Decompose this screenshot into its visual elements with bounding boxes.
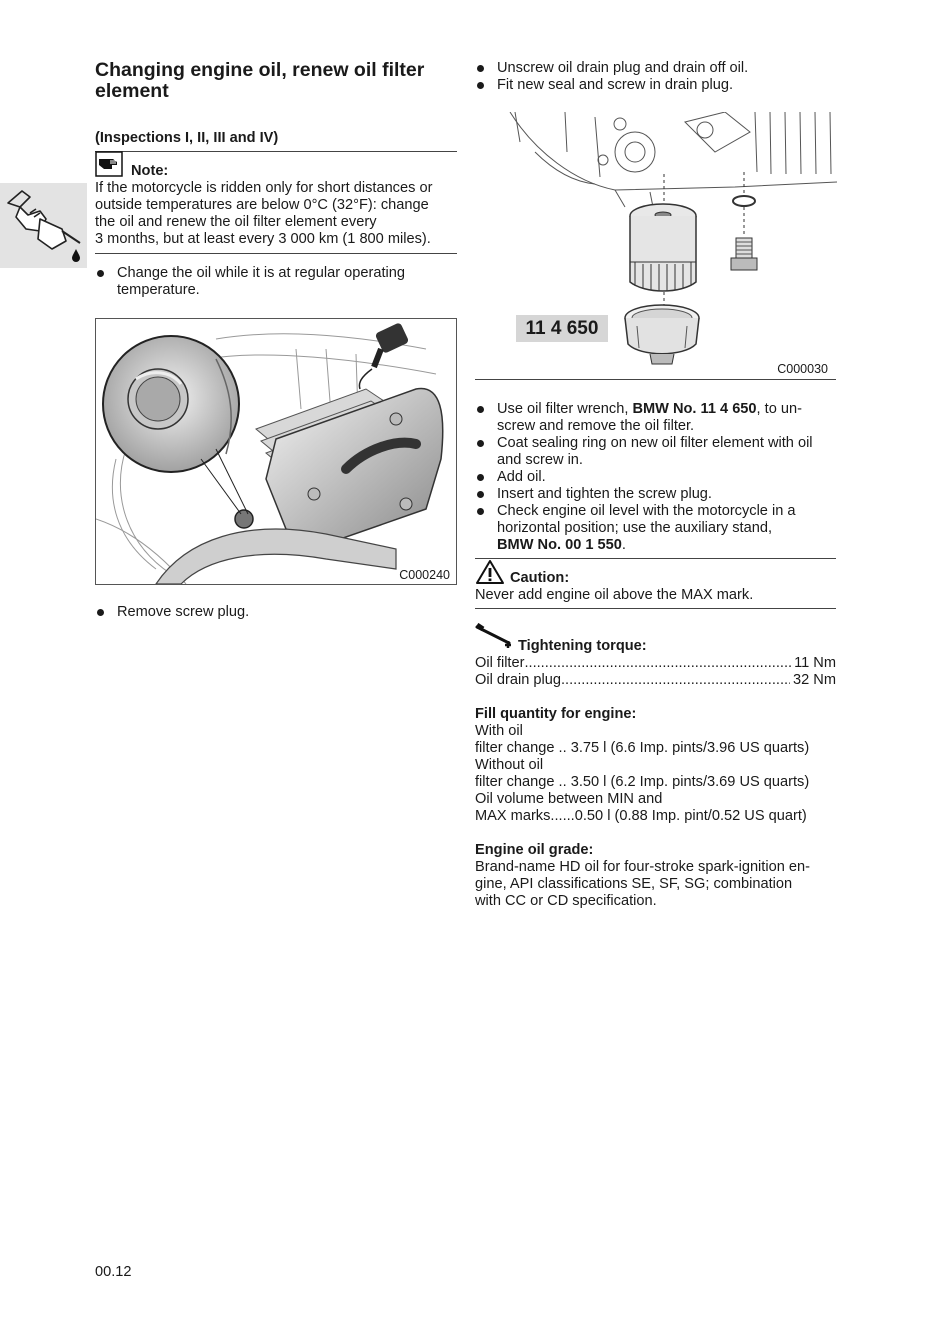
bullet-line: and screw in. — [497, 452, 583, 468]
list-item: Add oil. — [475, 469, 837, 486]
bullet-line — [497, 401, 837, 418]
text-span: , to un- — [756, 401, 802, 417]
left-bullet-list — [95, 265, 457, 299]
note-line: the oil and renew the oil filter element every — [95, 214, 377, 230]
torque-row — [475, 655, 836, 672]
fill-line: With oil — [475, 723, 523, 739]
grade-label: Engine oil grade: — [475, 842, 594, 858]
warning-triangle-icon — [475, 559, 505, 585]
leader-dots — [524, 655, 791, 672]
inspections-subtitle: (Inspections I, II, III and IV) — [95, 130, 279, 146]
fill-line: filter change .. 3.50 l (6.2 Imp. pints/3.69 US quarts) — [475, 774, 810, 790]
divider — [475, 379, 836, 380]
figure-code: C000030 — [777, 362, 828, 376]
tool-number-label: 11 4 650 — [516, 315, 608, 342]
tool-number: BMW No. 11 4 650 — [632, 401, 757, 417]
oil-can-hand-icon — [0, 183, 87, 268]
stand-number: BMW No. 00 1 550 — [497, 537, 622, 553]
list-item: Remove screw plug. — [95, 604, 457, 621]
list-item — [95, 265, 457, 299]
grade-line: with CC or CD specification. — [475, 893, 657, 909]
engine-illustration — [96, 319, 456, 584]
divider — [475, 608, 836, 609]
bullet-line — [497, 537, 837, 554]
figure-code: C000240 — [399, 568, 450, 582]
bullet-line: screw and remove the oil filter. — [497, 418, 695, 434]
right-bullet-list — [475, 401, 837, 554]
torque-value: 32 Nm — [793, 672, 836, 688]
grade-line: gine, API classifications SE, SF, SG; combination — [475, 876, 793, 892]
note-text — [95, 180, 459, 248]
divider — [475, 558, 836, 559]
divider — [95, 151, 457, 152]
engine-screw-plug-figure — [95, 318, 457, 585]
note-label: Note: — [131, 163, 169, 179]
page-number: 00.12 — [95, 1264, 132, 1280]
note-line: 3 months, but at least every 3 000 km (1 800 miles). — [95, 231, 431, 247]
bullet-line: Coat sealing ring on new oil filter element with oil — [497, 435, 813, 451]
fill-line: filter change .. 3.75 l (6.6 Imp. pints/3.96 US quarts) — [475, 740, 810, 756]
note-hand-icon — [95, 151, 123, 177]
list-item: Unscrew oil drain plug and drain off oil. — [475, 60, 837, 77]
fill-text — [475, 723, 837, 825]
bullet-line: Change the oil while it is at regular operating — [117, 265, 405, 281]
list-item — [475, 503, 837, 554]
fill-line: MAX marks......0.50 l (0.88 Imp. pint/0.52 US quart) — [475, 808, 807, 824]
fill-label: Fill quantity for engine: — [475, 706, 637, 722]
list-item: Insert and tighten the screw plug. — [475, 486, 837, 503]
text-span: . — [621, 537, 626, 553]
fill-line: Without oil — [475, 757, 544, 773]
text-span: Use oil filter wrench, — [497, 401, 633, 417]
grade-line: Brand-name HD oil for four-stroke spark-ignition en- — [475, 859, 810, 875]
caution-text: Never add engine oil above the MAX mark. — [475, 587, 754, 603]
title-line-2: element — [95, 80, 169, 102]
torque-row — [475, 672, 836, 689]
divider — [95, 253, 457, 254]
caution-label: Caution: — [510, 570, 570, 586]
page-title — [95, 60, 424, 102]
fill-line: Oil volume between MIN and — [475, 791, 663, 807]
leader-dots — [561, 672, 790, 689]
bullet-line: Check engine oil level with the motorcycle in a — [497, 503, 796, 519]
note-line: outside temperatures are below 0°C (32°F): change — [95, 197, 429, 213]
torque-value: 11 Nm — [794, 655, 836, 671]
torque-name: Oil drain plug — [475, 672, 561, 688]
note-line: If the motorcycle is ridden only for short distances or — [95, 180, 433, 196]
right-top-bullet-list — [475, 60, 837, 94]
torque-label: Tightening torque: — [518, 638, 647, 654]
list-item — [475, 401, 837, 435]
oil-filter-figure — [475, 112, 837, 380]
title-line-1: Changing engine oil, renew oil filter — [95, 59, 425, 81]
list-item — [475, 435, 837, 469]
torque-name: Oil filter — [475, 655, 525, 671]
bullet-line: temperature. — [117, 282, 200, 298]
list-item: Fit new seal and screw in drain plug. — [475, 77, 837, 94]
grade-text — [475, 859, 837, 910]
torque-wrench-icon — [475, 623, 515, 649]
bullet-line: horizontal position; use the auxiliary stand, — [497, 520, 773, 536]
torque-table — [475, 655, 836, 689]
left-bullet-list-2 — [95, 604, 457, 621]
chapter-side-tab — [0, 183, 87, 268]
